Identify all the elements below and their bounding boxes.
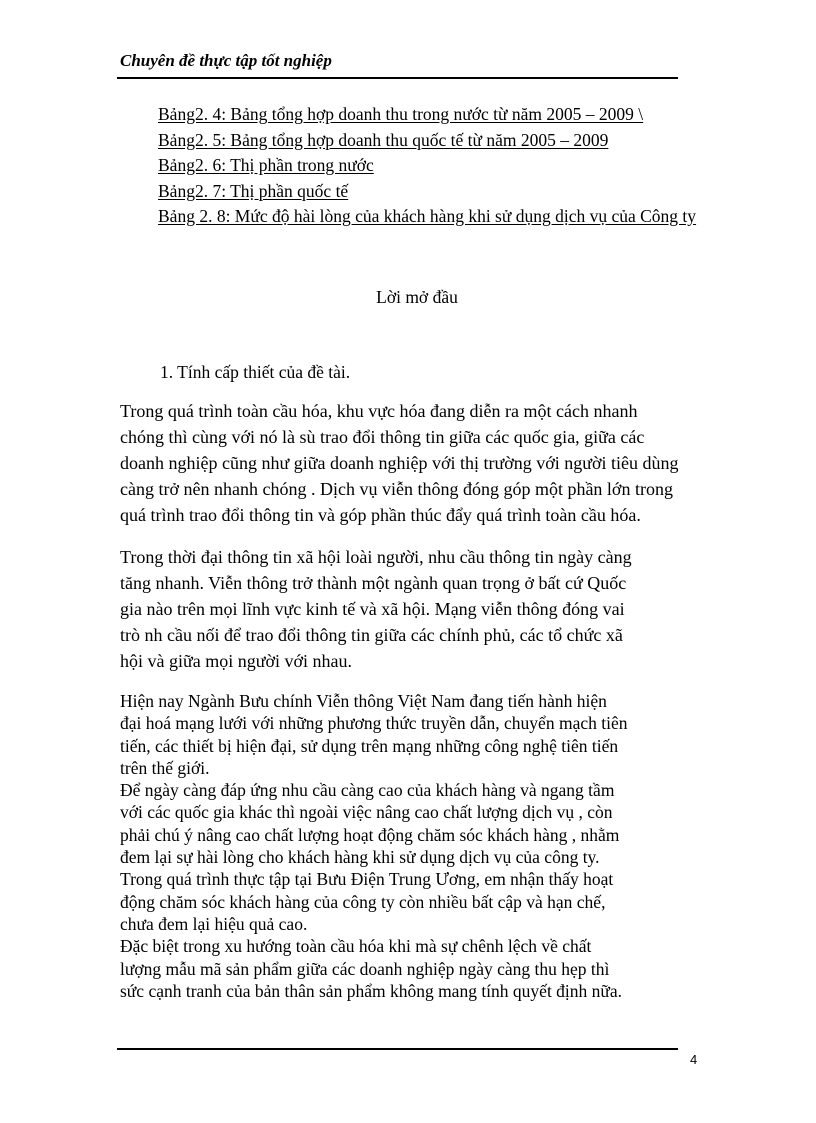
text-line: lượng mẫu mã sản phẩm giữa các doanh nghiệp ngày càng thu hẹp thì [120, 958, 610, 979]
text-line: chóng thì cùng với nó là sù trao đổi thông tin giữa các quốc gia, giữa các [120, 427, 645, 447]
toc-link[interactable]: Bảng2. 6: Thị phần trong nước [158, 155, 374, 175]
text-line: Đặc biệt trong xu hướng toàn cầu hóa khi mà sự chênh lệch về chất [120, 936, 592, 957]
footer-divider [117, 1048, 678, 1050]
text-line: tăng nhanh. Viễn thông trở thành một ngành quan trọng ở bất cứ Quốc [120, 573, 627, 593]
text-line: hội và giữa mọi người với nhau. [120, 651, 353, 671]
text-line: quá trình trao đổi thông tin và góp phần thúc đẩy quá trình toàn cầu hóa. [120, 505, 641, 525]
toc-entry[interactable] [158, 204, 718, 230]
text-line: Trong quá trình thực tập tại Bưu Điện Trung Ương, em nhận thấy hoạt [120, 869, 614, 890]
text-line: càng trở nên nhanh chóng . Dịch vụ viễn thông đóng góp một phần lớn trong [120, 479, 673, 499]
text-line: phải chú ý nâng cao chất lượng hoạt động chăm sóc khách hàng , nhằm [120, 824, 620, 845]
text-line: trò nh cầu nối để trao đổi thông tin giữa các chính phủ, các tổ chức xã [120, 625, 623, 645]
text-line: Trong quá trình toàn cầu hóa, khu vực hóa đang diễn ra một cách nhanh [120, 401, 638, 421]
paragraph-globalization [120, 398, 710, 528]
paragraph-vietnam-postal [120, 690, 710, 1002]
text-line: đại hoá mạng lưới với những phương thức truyền dẫn, chuyển mạch tiên [120, 713, 628, 734]
text-line: động chăm sóc khách hàng của công ty còn nhiều bất cập và hạn chế, [120, 891, 606, 912]
toc-link[interactable]: Bảng2. 5: Bảng tổng hợp doanh thu quốc tế từ năm 2005 – 2009 [158, 129, 609, 150]
header-divider [117, 77, 678, 79]
text-line: Trong thời đại thông tin xã hội loài người, nhu cầu thông tin ngày càng [120, 547, 632, 567]
section-title: Lời mở đầu [376, 287, 458, 307]
subsection-heading: 1. Tính cấp thiết của đề tài. [160, 362, 351, 382]
toc-link[interactable]: Bảng 2. 8: Mức độ hài lòng của khách hàng khi sử dụng dịch vụ của Công ty [158, 206, 697, 226]
toc-entry[interactable] [158, 153, 718, 179]
text-line: chưa đem lại hiệu quả cao. [120, 913, 308, 934]
toc-link[interactable]: Bảng2. 7: Thị phần quốc tế [158, 180, 349, 201]
toc-entry[interactable] [158, 102, 718, 128]
text-line: tiến, các thiết bị hiện đại, sử dụng trên mạng những công nghệ tiên tiến [120, 735, 619, 756]
toc-entry[interactable] [158, 179, 718, 205]
paragraph-information-age [120, 544, 710, 674]
running-header: Chuyên đề thực tập tốt nghiệp [120, 51, 332, 70]
page-number: 4 [690, 1052, 698, 1067]
text-line: doanh nghiệp cũng như giữa doanh nghiệp với thị trường với người tiêu dùng [120, 453, 679, 473]
text-line: với các quốc gia khác thì ngoài việc nâng cao chất lượng dịch vụ , còn [120, 802, 613, 823]
text-line: đem lại sự hài lòng cho khách hàng khi sử dụng dịch vụ của công ty. [120, 847, 600, 868]
toc-entry[interactable] [158, 128, 718, 154]
text-line: Để ngày càng đáp ứng nhu cầu càng cao của khách hàng và ngang tầm [120, 780, 615, 801]
table-of-contents [158, 102, 718, 230]
text-line: sức cạnh tranh của bản thân sản phẩm không mang tính quyết định nữa. [120, 980, 623, 1001]
text-line: gia nào trên mọi lĩnh vực kinh tế và xã hội. Mạng viễn thông đóng vai [120, 599, 625, 619]
toc-link[interactable]: Bảng2. 4: Bảng tổng hợp doanh thu trong nước từ năm 2005 – 2009 \ [158, 104, 644, 124]
text-line: Hiện nay Ngành Bưu chính Viễn thông Việt Nam đang tiến hành hiện [120, 691, 607, 711]
text-line: trên thế giới. [120, 757, 210, 778]
